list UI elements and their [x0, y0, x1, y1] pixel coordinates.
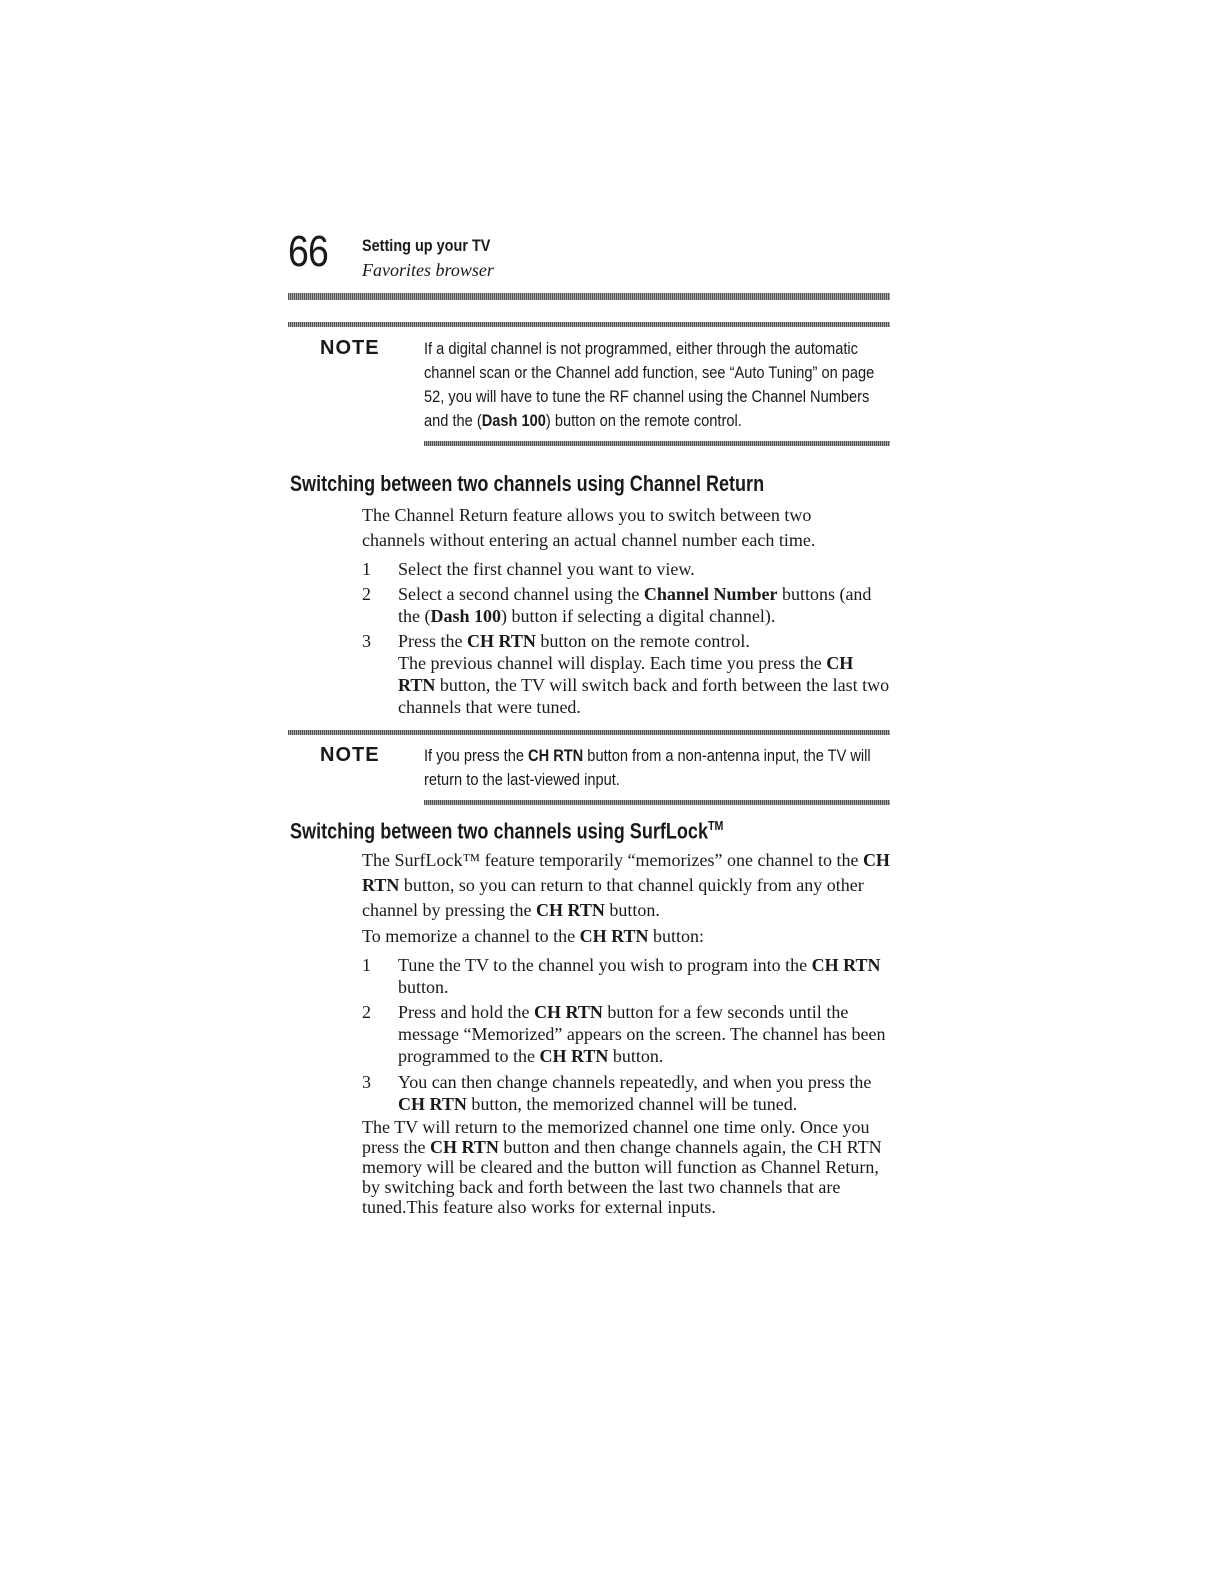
- page-number: 66: [288, 227, 328, 276]
- note1-bottom-rule: [424, 441, 890, 446]
- note1-top-rule: [288, 322, 890, 327]
- step-number: 3: [362, 1072, 371, 1092]
- section1-step-2: 2 Select a second channel using the Channel Number buttons (and the (Dash 100) button if selecting a digital channel).: [362, 584, 872, 626]
- section2-intro: The SurfLock™ feature temporarily “memorizes” one channel to the CH RTN button, so you can return to that channel quickly from any other channel by pressing the CH RTN button.: [362, 850, 890, 920]
- section2-step-2: 2 Press and hold the CH RTN button for a few seconds until the message “Memorized” appears on the screen. The channel has been programmed to the CH RTN button.: [362, 1002, 886, 1066]
- note2-label: NOTE: [320, 744, 380, 766]
- step-number: 1: [362, 559, 371, 579]
- step-number: 1: [362, 955, 371, 975]
- section1-intro: The Channel Return feature allows you to switch between two channels without entering an actual channel number each time.: [362, 505, 816, 550]
- note2-text: If you press the CH RTN button from a non-antenna input, the TV will return to the last-viewed input.: [424, 746, 871, 789]
- section2-step-1: 1 Tune the TV to the channel you wish to program into the CH RTN button.: [362, 955, 881, 997]
- step-number: 2: [362, 584, 371, 604]
- section1-step-3: 3 Press the CH RTN button on the remote control. The previous channel will display. Each time you press the CH RTN button, the TV will switch back and forth between the last two channels that were tuned.: [362, 630, 894, 718]
- note1-text: If a digital channel is not programmed, either through the automatic channel scan or the Channel add function, see “Auto Tuning” on page 52, you will have to tune the RF channel using the Channel Numbers and the (Dash 100) button on the remote control.: [424, 339, 875, 430]
- header-rule: [288, 293, 890, 300]
- section2-memorize-line: To memorize a channel to the CH RTN button:: [362, 926, 705, 946]
- note1-label: NOTE: [320, 337, 380, 359]
- chapter-title: Setting up your TV: [362, 236, 491, 255]
- section1-step-3-detail: The previous channel will display. Each time you press the CH RTN button, the TV will switch back and forth between the last two channels that were tuned.: [398, 653, 890, 717]
- note2-bottom-rule: [424, 800, 890, 805]
- note2-top-rule: [288, 730, 890, 735]
- section2-heading: Switching between two channels using SurfLock™: [290, 818, 724, 844]
- section-subtitle: Favorites browser: [362, 260, 494, 280]
- section1-heading: Switching between two channels using Channel Return: [290, 471, 765, 496]
- section1-step-1: 1 Select the first channel you want to view.: [362, 559, 695, 579]
- step-number: 3: [362, 631, 371, 651]
- section2-closing: The TV will return to the memorized channel one time only. Once you press the CH RTN button and then change channels again, the CH RTN memory will be cleared and the button will function as Channel Return, by switching back and forth between the last two channels that are tuned.This feature also works for external inputs.: [362, 1117, 882, 1217]
- step-number: 2: [362, 1002, 371, 1022]
- section2-step-3: 3 You can then change channels repeatedly, and when you press the CH RTN button, the memorized channel will be tuned.: [362, 1072, 872, 1114]
